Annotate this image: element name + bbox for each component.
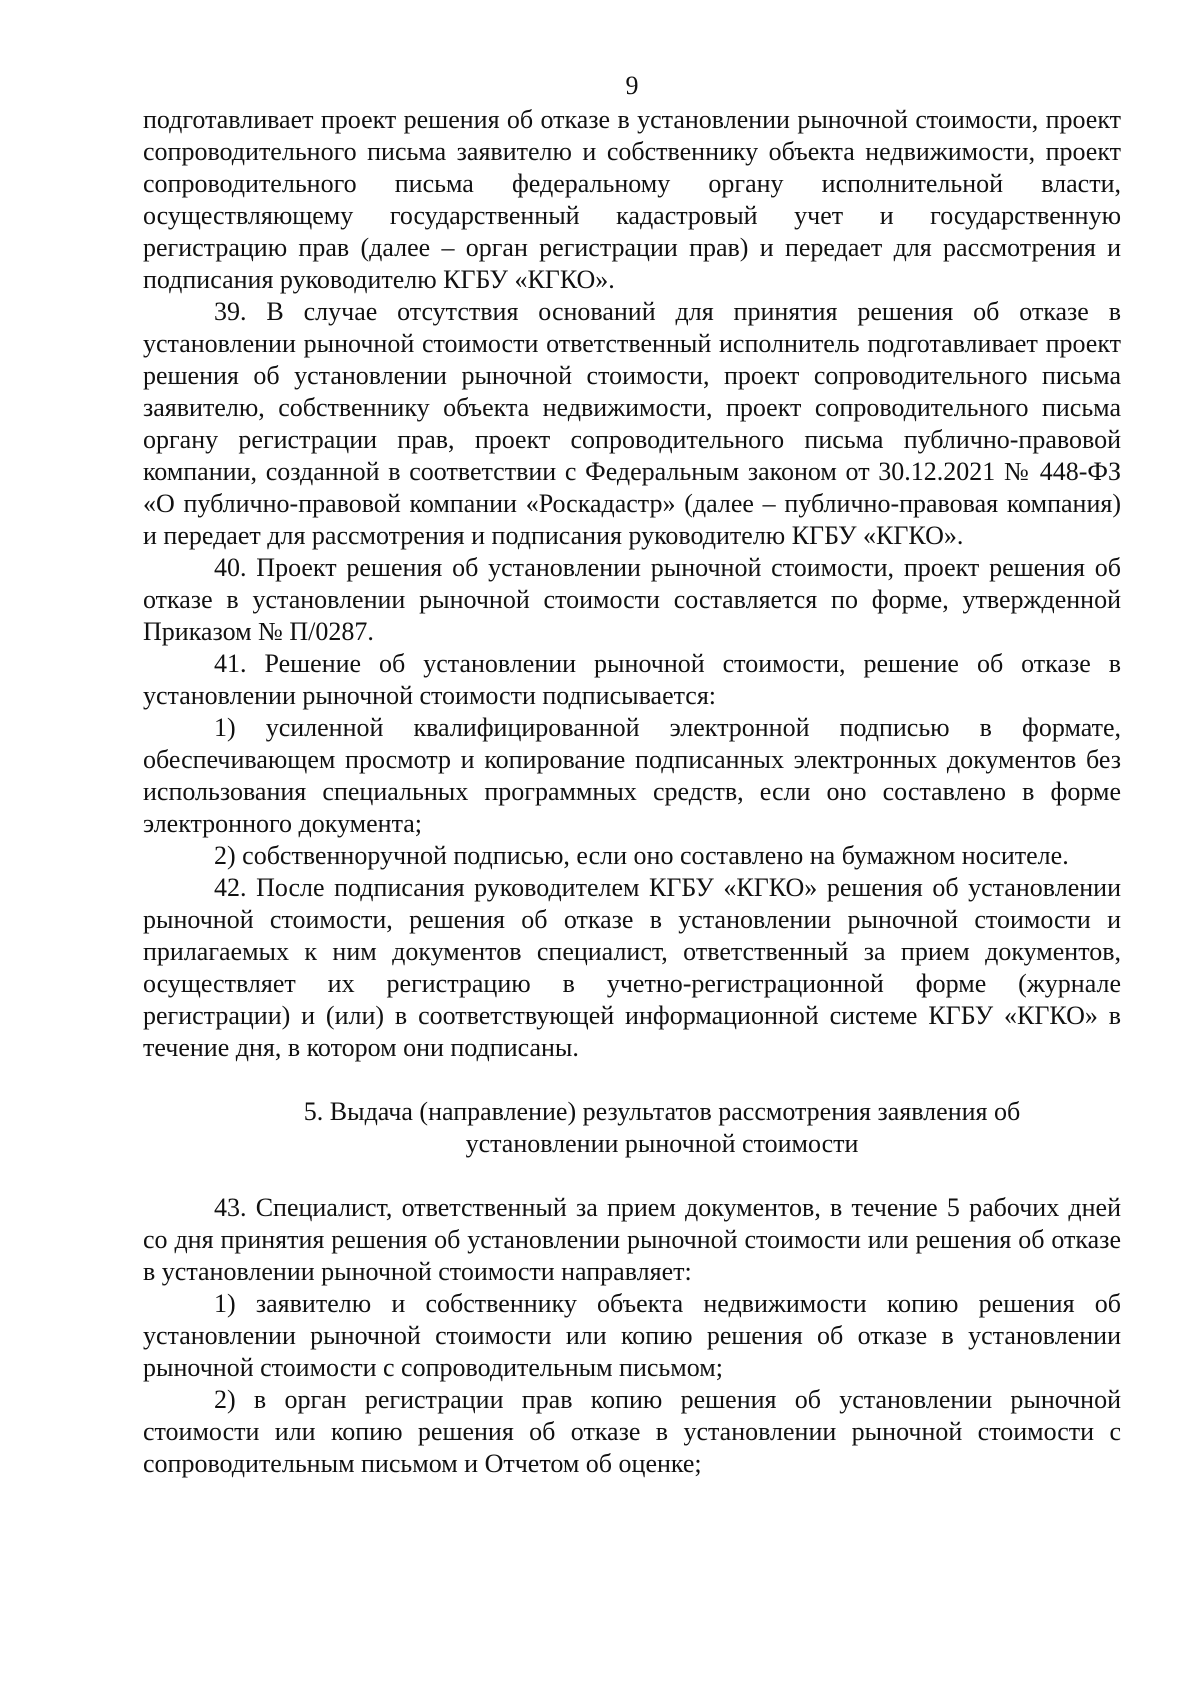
paragraph-43: 43. Специалист, ответственный за прием документов, в течение 5 рабочих дней со дня принятия решения об установлении рыночной стоимости или решения об отказе в установлении рыночной стоимости направляет: xyxy=(143,1193,1121,1286)
paragraph-42: 42. После подписания руководителем КГБУ «КГКО» решения об установлении рыночной стоимости, решения об отказе в установлении рыночной стоимости и прилагаемых к ним документов специалист, ответственный за прием документов, осуществляет их регистрацию в учетно-регистрационной форме (журнале регистрации) и (или) в соответствующей информационной системе КГБУ «КГКО» в течение дня, в котором они подписаны. xyxy=(143,873,1121,1062)
section-heading: 5. Выдача (направление) результатов рассмотрения заявления об установлении рыночной стоимости xyxy=(303,1097,1021,1158)
page-number: 9 xyxy=(625,71,639,100)
paragraph-39: 39. В случае отсутствия оснований для принятия решения об отказе в установлении рыночной стоимости ответственный исполнитель подготавливает проект решения об установлении рыночной стоимости, проект сопроводительного письма заявителю, собственнику объекта недвижимости, проект сопроводительного письма органу регистрации прав, проект сопроводительного письма публично-правовой компании, созданной в соответствии с Федеральным законом от 30.12.2021 № 448-ФЗ «О публично-правовой компании «Роскадастр» (далее – публично-правовая компания) и передает для рассмотрения и подписания руководителю КГБУ «КГКО». xyxy=(143,297,1121,550)
paragraph-40: 40. Проект решения об установлении рыночной стоимости, проект решения об отказе в установлении рыночной стоимости составляется по форме, утвержденной Приказом № П/0287. xyxy=(143,553,1121,646)
paragraph-41-item-2: 2) собственноручной подписью, если оно составлено на бумажном носителе. xyxy=(214,841,1069,870)
paragraph-41-item-1: 1) усиленной квалифицированной электронной подписью в формате, обеспечивающем просмотр и копирование подписанных электронных документов без использования специальных программных средств, если оно составлено в форме электронного документа; xyxy=(143,713,1121,838)
paragraph-43-item-2: 2) в орган регистрации прав копию решения об установлении рыночной стоимости или копию решения об отказе в установлении рыночной стоимости с сопроводительным письмом и Отчетом об оценке; xyxy=(143,1385,1121,1478)
paragraph-41: 41. Решение об установлении рыночной стоимости, решение об отказе в установлении рыночной стоимости подписывается: xyxy=(143,649,1121,710)
document-page xyxy=(143,70,1121,1480)
paragraph-continuation: подготавливает проект решения об отказе в установлении рыночной стоимости, проект сопроводительного письма заявителю и собственнику объекта недвижимости, проект сопроводительного письма федеральному органу исполнительной власти, осуществляющему государственный кадастровый учет и государственную регистрацию прав (далее – орган регистрации прав) и передает для рассмотрения и подписания руководителю КГБУ «КГКО». xyxy=(143,105,1121,294)
paragraph-43-item-1: 1) заявителю и собственнику объекта недвижимости копию решения об установлении рыночной стоимости или копию решения об отказе в установлении рыночной стоимости с сопроводительным письмом; xyxy=(143,1289,1121,1382)
